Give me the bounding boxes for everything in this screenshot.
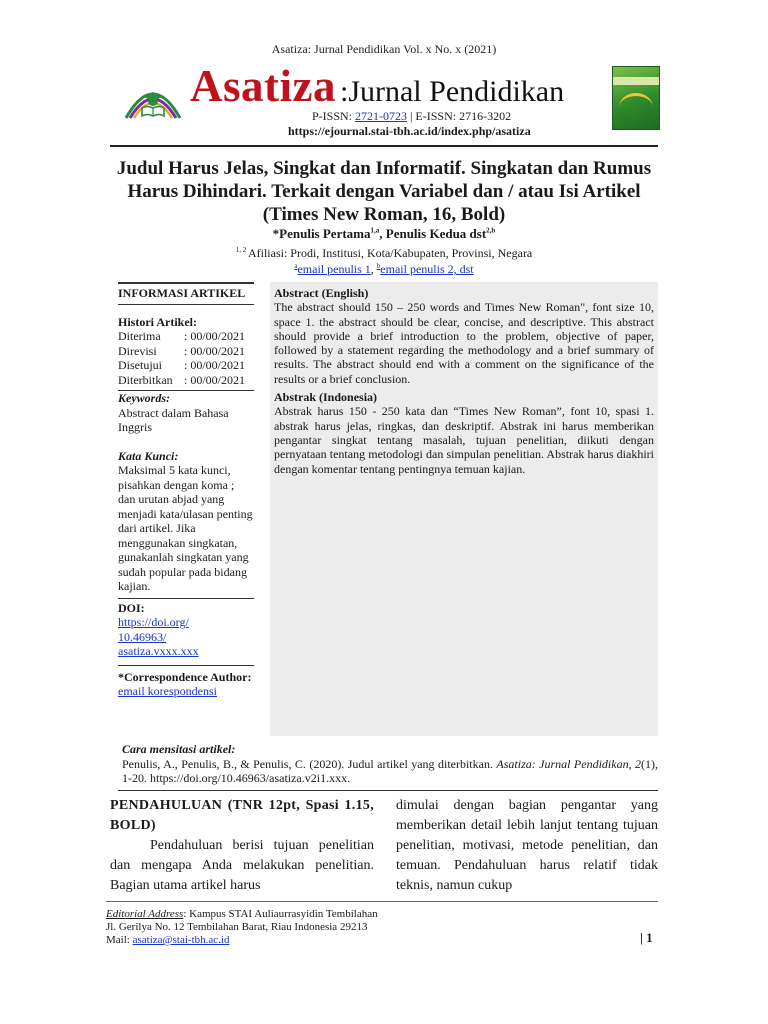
correspondence-email-link[interactable]: email korespondensi xyxy=(118,684,217,698)
correspondence-heading: *Correspondence Author: xyxy=(118,669,252,684)
journal-name: Asatiza xyxy=(190,61,336,111)
citation-heading: Cara mensitasi artikel: xyxy=(122,742,236,756)
affiliation-line xyxy=(110,246,658,261)
history-row: Diterbitkan : 00/00/2021 xyxy=(118,372,246,387)
abstract-id-heading: Abstrak (Indonesia) xyxy=(274,390,378,405)
issn-line xyxy=(312,109,511,124)
history-row: Direvisi : 00/00/2021 xyxy=(118,343,246,358)
journal-subtitle: :Jurnal Pendidikan xyxy=(339,75,565,108)
journal-url[interactable]: https://ejournal.stai-tbh.ac.id/index.php/asatiza xyxy=(288,124,531,138)
article-info-panel xyxy=(118,282,254,699)
abstract-id-text: Abstrak harus 150 - 250 kata dan “Times New Roman”, font 10, spasi 1. abstrak harus jelas, ringkas, dan deskriptif. Abstrak ini harus memberikan pengantar singkat tentang masalah, tujuan penelitian, diikuti dengan pernyataan tentang metodologi dan simpulan penelitian. Abstrak harus diakhiri dengan komentar tentang pentingnya temuan kajian. xyxy=(274,404,654,476)
header-divider xyxy=(110,145,658,147)
keywords-text: Abstract dalam Bahasa Inggris xyxy=(118,405,229,434)
doi-heading: DOI: xyxy=(118,600,145,615)
body-paragraph: dimulai dengan bagian pengantar yang memberikan detail lebih lanjut tentang tujuan penelitian, motivasi, metode penelitian, dan temuan. Pendahuluan harus relatif tidak teknis, namun cukup xyxy=(396,798,658,893)
author-1-sup: 1,a xyxy=(370,226,380,235)
email-1-sup: a xyxy=(294,262,298,270)
body-paragraph: Pendahuluan berisi tujuan penelitian dan mengapa Anda melakukan penelitian. Bagian utama artikel harus xyxy=(110,838,374,893)
body-column-left xyxy=(110,796,374,896)
footer-divider xyxy=(106,901,658,902)
journal-logo-icon xyxy=(120,74,186,124)
citation-divider xyxy=(118,790,658,791)
doi-link[interactable]: https://doi.org/ xyxy=(118,615,189,629)
section-heading: PENDAHULUAN (TNR 12pt, Spasi 1.15, BOLD) xyxy=(110,798,374,833)
running-head: Asatiza: Jurnal Pendidikan Vol. x No. x (2021) xyxy=(271,42,497,56)
author-1: *Penulis Pertama xyxy=(272,226,371,241)
postal-address: Jl. Gerilya No. 12 Tembilahan Barat, Riau Indonesia 29213 xyxy=(106,921,368,933)
author-2-sup: 2,b xyxy=(486,226,496,235)
pissn-link[interactable]: 2721-0723 xyxy=(355,109,408,123)
doi-link[interactable]: 10.46963/ xyxy=(118,629,167,644)
footer xyxy=(106,908,506,947)
abstract-en-heading: Abstract (English) xyxy=(274,286,369,300)
history-row: Disetujui : 00/00/2021 xyxy=(118,358,246,372)
citation-text: Penulis, A., Penulis, B., & Penulis, C. (2020). Judul artikel yang diterbitkan. Asatiza: Jurnal Pendidikan, 2(1), 1-20. https://doi.org/10.46963/asatiza.v2i1.xxx. xyxy=(122,756,658,785)
journal-masthead xyxy=(190,60,564,112)
author-line xyxy=(110,226,658,242)
journal-cover-thumbnail xyxy=(612,66,660,130)
kata-kunci-heading: Kata Kunci: xyxy=(118,448,179,463)
body-column-right xyxy=(396,796,658,896)
affiliation-sup: 1, 2 xyxy=(235,246,248,254)
email-line xyxy=(110,262,658,277)
author-2: , Penulis Kedua dst xyxy=(379,226,487,241)
email-separator: , xyxy=(370,262,377,276)
article-title: Judul Harus Jelas, Singkat dan Informatif. Singkatan dan Rumus Harus Dihindari. Terkait dengan Variabel dan / atau Isi Artikel (Times New Roman, 16, Bold) xyxy=(116,158,652,225)
affiliation: Afiliasi: Prodi, Institusi, Kota/Kabupaten, Provinsi, Negara xyxy=(247,246,533,260)
mail-line: Mail: asatiza@stai-tbh.ac.id xyxy=(106,934,230,946)
keywords-heading: Keywords: xyxy=(118,391,170,405)
kata-kunci-text: Maksimal 5 kata kunci, pisahkan dengan koma ; dan urutan abjad yang menjadi kata/ulasan penting dari artikel. Jika menggunakan singkatan, gunakanlah singkatan yang sudah popular pada bidang kajian. xyxy=(118,463,253,593)
eissn: | E-ISSN: 2716-3202 xyxy=(407,109,512,123)
citation-block xyxy=(122,742,658,786)
email-2-sup: b xyxy=(376,262,381,270)
mail-link[interactable]: asatiza@stai-tbh.ac.id xyxy=(132,934,230,946)
info-heading: INFORMASI ARTIKEL xyxy=(118,286,246,300)
pissn-label: P-ISSN: xyxy=(312,109,356,123)
abstract-panel xyxy=(270,282,658,736)
abstract-en-text: The abstract should 150 – 250 words and Times New Roman", font size 10, space 1. the abstract should be clear, concise, and descriptive. This abstract should provide a brief introduction to the problem, objective of paper, followed by a statement regarding the methodology and a brief summary of results. The abstract should end with a comment on the significance of the results or a brief conclusion. xyxy=(274,300,654,386)
email-2-link[interactable]: email penulis 2, dst xyxy=(380,262,474,276)
page-number: | 1 xyxy=(640,930,653,945)
editorial-address: Editorial Address: Kampus STAI Auliaurrasyidin Tembilahan xyxy=(106,908,378,920)
email-1-link[interactable]: email penulis 1 xyxy=(297,262,371,276)
doi-link[interactable]: asatiza.vxxx.xxx xyxy=(118,644,199,658)
history-heading: Histori Artikel: xyxy=(118,314,197,329)
history-row: Diterima : 00/00/2021 xyxy=(118,329,246,343)
